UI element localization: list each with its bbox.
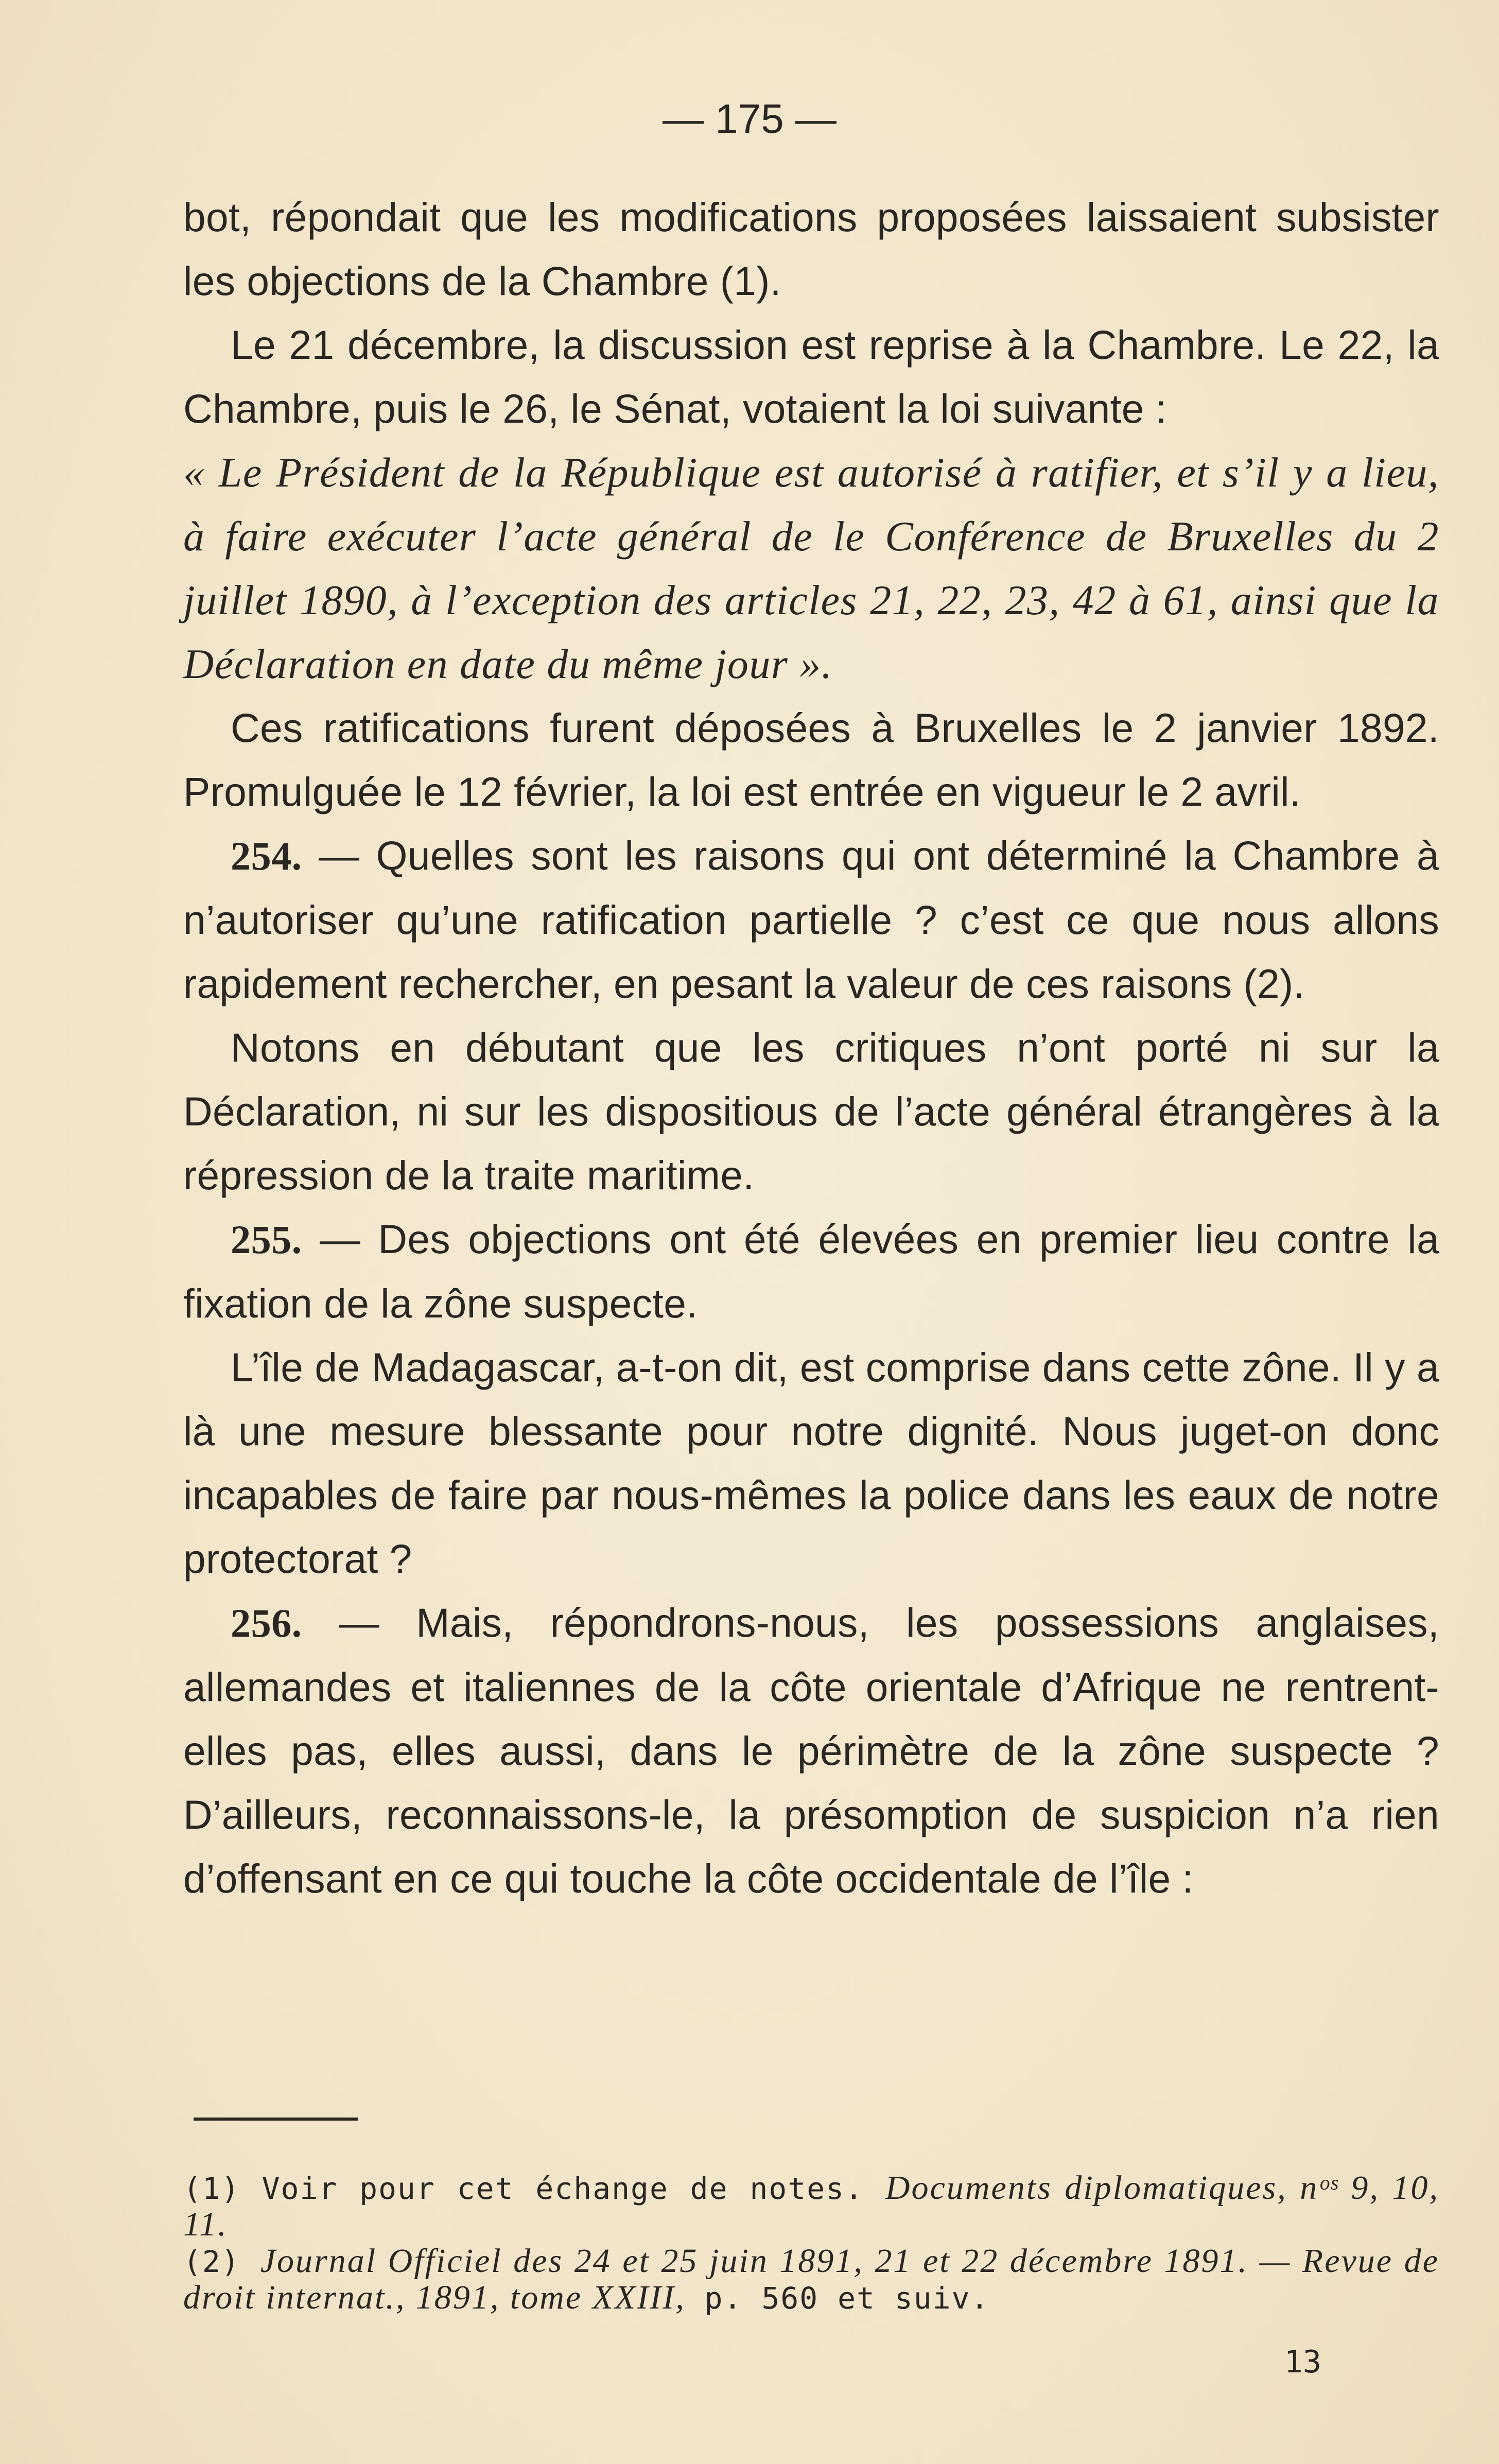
footnote-2-marker: (2) bbox=[183, 2244, 260, 2279]
main-text bbox=[183, 185, 1439, 1911]
paragraph-2: Le 21 décembre, la discussion est reprise à la Chambre. Le 22, la Chambre, puis le 26, le Sénat, votaient la loi suivante : bbox=[183, 322, 1439, 431]
footnote-1-ref: Documents diplomatiques, nᵒˢ 9, 10, 11. bbox=[183, 2169, 1439, 2243]
footnote-rule bbox=[194, 2118, 358, 2121]
footnote-1-text: (1) Voir pour cet échange de notes. bbox=[183, 2171, 885, 2206]
footnote-2-tail: p. 560 et suiv. bbox=[685, 2281, 990, 2316]
section-255 bbox=[183, 1207, 1439, 1335]
footnotes bbox=[183, 2170, 1439, 2316]
page-number: — 175 — bbox=[663, 96, 836, 142]
paragraph-6: Notons en débutant que les critiques n’ont porté ni sur la Déclaration, ni sur les dispositious de l’acte général étrangères à la répression de la traite maritime. bbox=[183, 1025, 1439, 1198]
footnote-2 bbox=[183, 2243, 1439, 2316]
section-text: — Quelles sont les raisons qui ont déterminé la Chambre à n’autoriser qu’une ratification partielle ? c’est ce que nous allons rapidement rechercher, en pesant la valeur de ces raisons (2). bbox=[183, 833, 1439, 1007]
signature-mark: 13 bbox=[1284, 2344, 1321, 2380]
section-number: 255. bbox=[231, 1217, 302, 1262]
quoted-law: « Le Président de la République est autorisé à ratifier, et s’il y a lieu, à faire exécuter l’acte général de le Conférence de Bruxelles du 2 juillet 1890, à l’exception des articles 21, 22, 23, 42 à 61, ainsi que la Déclaration en date du même jour ». bbox=[183, 449, 1439, 687]
paragraph-1: bot, répondait que les modifications proposées laissaient subsister les objections de la Chambre (1). bbox=[183, 195, 1439, 304]
paragraph-4: Ces ratifications furent déposées à Bruxelles le 2 janvier 1892. Promulguée le 12 février, la loi est entrée en vigueur le 2 avril. bbox=[183, 705, 1439, 814]
section-text: — Des objections ont été élevées en premier lieu contre la fixation de la zône suspecte. bbox=[183, 1217, 1439, 1326]
section-254 bbox=[183, 824, 1439, 1016]
section-number: 256. bbox=[231, 1601, 302, 1645]
footnote-1 bbox=[183, 2170, 1439, 2243]
footnote-2-ref: Journal Officiel des 24 et 25 juin 1891, 21 et 22 décembre 1891. — Revue de droit internat., 1891, tome XXIII, bbox=[183, 2242, 1439, 2316]
section-number: 254. bbox=[231, 834, 302, 878]
paragraph-8: L’île de Madagascar, a-t-on dit, est comprise dans cette zône. Il y a là une mesure blessante pour notre dignité. Nous juget-on donc incapables de faire par nous-mêmes la police dans les eaux de notre protectorat ? bbox=[183, 1345, 1439, 1582]
section-text: — Mais, répondrons-nous, les possessions anglaises, allemandes et italiennes de la côte orientale d’Afrique ne rentrent-elles pas, elles aussi, dans le périmètre de la zône suspecte ? D’ailleurs, reconnaissons-le, la présomption de suspicion n’a rien d’offensant en ce qui touche la côte occidentale de l’île : bbox=[183, 1600, 1439, 1901]
section-256 bbox=[183, 1591, 1439, 1911]
